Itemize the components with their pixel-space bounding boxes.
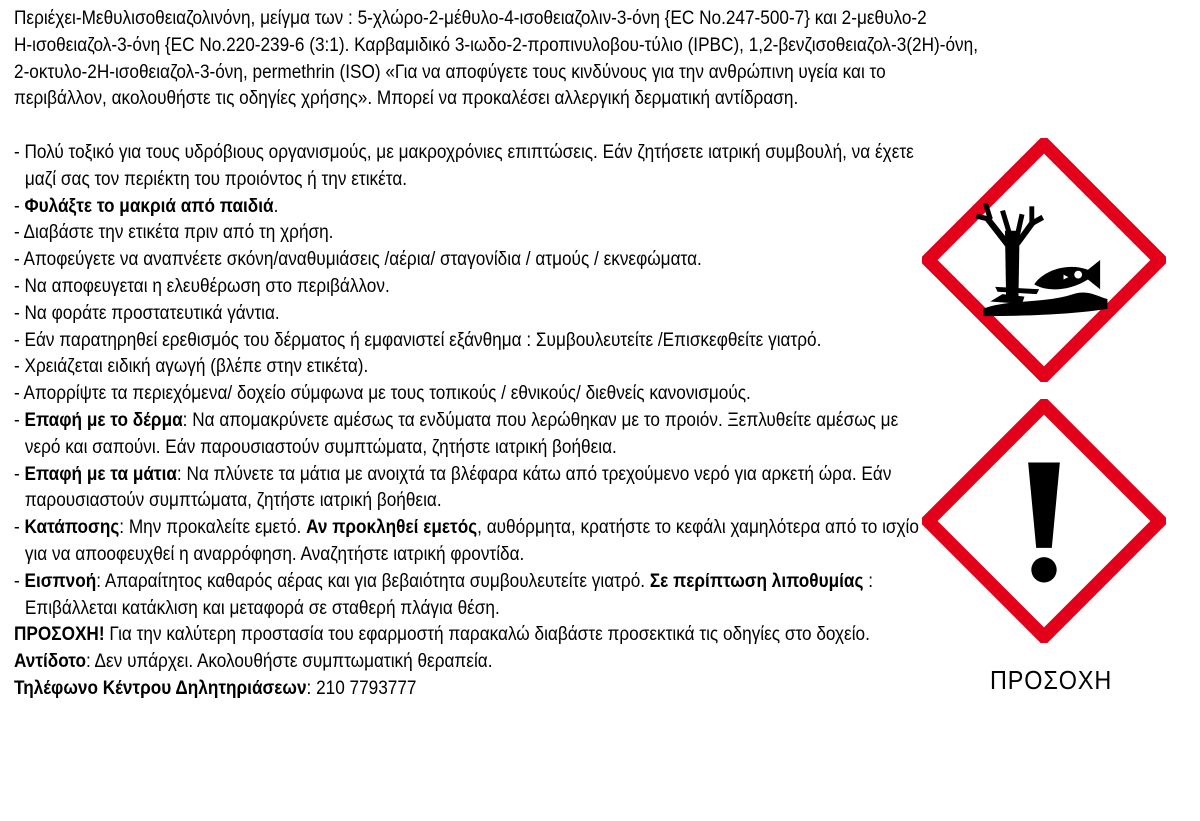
statement-bold-text: Σε περίπτωση λιποθυμίας (649, 570, 864, 592)
statement-bold-text: Κατάποσης (24, 517, 120, 539)
statement-text: : Να απομακρύνετε αμέσως τα ενδύματα που λερώθηκαν με το προιόν. Ξεπλυθείτε αμέσως με νερό και σαπούνι. Εάν παρουσιαστούν συμπτώματα, ζητήστε ιατρική βοήθεια. (24, 409, 899, 458)
statement-bold-text: Εισπνοή (24, 570, 97, 592)
phone-number: : 210 7793777 (306, 677, 417, 699)
signal-word: ΠΡΟΣΟΧΗ (990, 665, 1113, 695)
composition-line: Περιέχει-Μεθυλισοθειαζολινόνη, μείγμα των : 5-χλώρο-2-μέθυλο-4-ισοθειαζολιν-3-όνη {EC No.247-500-7} και 2-μεθυλο-2 (14, 8, 927, 29)
environment-hazard-icon (922, 138, 1166, 382)
antidote-text: : Δεν υπάρχει. Ακολουθήστε συμπτωματική θεραπεία. (85, 651, 493, 673)
statement-avoid-release: - Να αποφευγεται η ελευθέρωση στο περιβάλλον. (14, 275, 390, 297)
composition-line: περιβάλλον, ακολουθήστε τις οδηγίες χρήσης». Μπορεί να προκαλέσει αλλεργική δερματική αντίδραση. (14, 88, 799, 110)
attention-text: Για την καλύτερη προστασία του εφαρμοστή παρακαλώ διαβάστε προσεκτικά τις οδηγίες στο δοχείο. (109, 624, 870, 646)
composition-line: 2-οκτυλο-2Η-ισοθειαζολ-3-όνη, permethrin (ISO) «Για να αποφύγετε τους κινδύνους για την ανθρώπινη υγεία και το (14, 61, 886, 83)
statement-bold-text: Αν προκληθεί εμετός (306, 517, 478, 539)
statement-inhalation: - Εισπνοή: Απαραίτητος καθαρός αέρας και για βεβαιότητα συμβουλευτείτε γιατρό. Σε περίπτωση λιποθυμίας : Επιβάλλεται κατάκλιση και μεταφορά σε σταθερή πλάγια θέση. (14, 570, 873, 619)
statement-text: : Επιβάλλεται κατάκλιση και μεταφορά σε σταθερή πλάγια θέση. (24, 570, 873, 619)
statement-specific-treatment: - Χρειάζεται ειδική αγωγή (βλέπε στην ετικέτα). (14, 356, 369, 378)
exclamation-mark-icon (922, 399, 1166, 643)
statement-text: , αυθόρμητα, κρατήστε το κεφάλι χαμηλότερα από το ισχίο για να αποοφευχθεί η αναρρόφηση. Αναζητήστε ιατρική φροντίδα. (24, 517, 919, 565)
statement-text: : Να πλύνετε τα μάτια με ανοιχτά τα βλέφαρα κάτω από τρεχούμενο νερό για αρκετή ώρα. Εάν παρουσιαστούν συμπτώματα, ζητήστε ιατρική βοήθεια. (24, 463, 892, 512)
label-text (14, 6, 978, 703)
statement-read-label: - Διαβάστε την ετικέτα πριν από τη χρήση. (14, 222, 334, 244)
composition-paragraph (14, 6, 1100, 113)
attention-note (14, 622, 937, 676)
statement-bold-text: Επαφή με το δέρμα (24, 409, 183, 431)
statement-text: : Μην προκαλείτε εμετό. (119, 517, 302, 539)
antidote-bold: Αντίδοτο (14, 651, 86, 673)
statement-wear-gloves: - Να φοράτε προστατευτικά γάντια. (14, 302, 280, 324)
poison-center-phone (14, 676, 937, 703)
statement-bold-text: Φυλάξτε το μακριά από παιδιά (24, 195, 274, 217)
statement-eye-contact: - Επαφή με τα μάτια: Να πλύνετε τα μάτια με ανοιχτά τα βλέφαρα κάτω από τρεχούμενο νερό για αρκετή ώρα. Εάν παρουσιαστούν συμπτώματα, ζητήστε ιατρική βοήθεια. (14, 463, 892, 512)
statement-dispose: - Απορρίψτε τα περιεχόμενα/ δοχείο σύμφωνα με τους τοπικούς / εθνικούς/ διεθνείς κανονισμούς. (14, 383, 751, 405)
attention-bold: ΠΡΟΣΟΧΗ! (14, 624, 105, 646)
statement-skin-contact: - Επαφή με το δέρμα: Να απομακρύνετε αμέσως τα ενδύματα που λερώθηκαν με το προιόν. Ξεπλυθείτε αμέσως με νερό και σαπούνι. Εάν παρουσιαστούν συμπτώματα, ζητήστε ιατρική βοήθεια. (14, 409, 899, 458)
statement-avoid-breathing: - Αποφεύγετε να αναπνέετε σκόνη/αναθυμιάσεις /αέρια/ σταγονίδια / ατμούς / εκνεφώματα. (14, 249, 702, 271)
statement-text: : Απαραίτητος καθαρός αέρας και για βεβαιότητα συμβουλευτείτε γιατρό. (96, 570, 646, 592)
statement-aquatic-toxicity: - Πολύ τοξικό για τους υδρόβιους οργανισμούς, με μακροχρόνιες επιπτώσεις. Εάν ζητήσετε ιατρική συμβουλή, να έχετε μαζί σας τον περιέκτη του προιόντος ή την ετικέτα. (14, 141, 914, 190)
statement-bold-text: Επαφή με τα μάτια (24, 463, 177, 485)
composition-line: Η-ισοθειαζολ-3-όνη {EC No.220-239-6 (3:1). Καρβαμιδικό 3-ιωδο-2-προπινυλοβου-τύλιο (IPBC), 1,2-βενζισοθειαζολ-3(2H)-όνη, (14, 34, 978, 56)
precautionary-statements (14, 140, 919, 622)
statement-ingestion: - Κατάποσης: Μην προκαλείτε εμετό. Αν προκληθεί εμετός, αυθόρμητα, κρατήστε το κεφάλι χαμηλότερα από το ισχίο για να αποοφευχθεί η αναρρόφηση. Αναζητήστε ιατρική φροντίδα. (14, 517, 919, 565)
final-notes (14, 622, 870, 702)
statement-skin-irritation: - Εάν παρατηρηθεί ερεθισμός του δέρματος ή εμφανιστεί εξάνθημα : Συμβουλευτείτε /Επισκεφθείτε γιατρό. (14, 329, 822, 351)
phone-label: Τηλέφωνο Κέντρου Δηλητηριάσεων (14, 677, 307, 699)
statement-keep-from-children: - Φυλάξτε το μακριά από παιδιά. (14, 195, 279, 217)
